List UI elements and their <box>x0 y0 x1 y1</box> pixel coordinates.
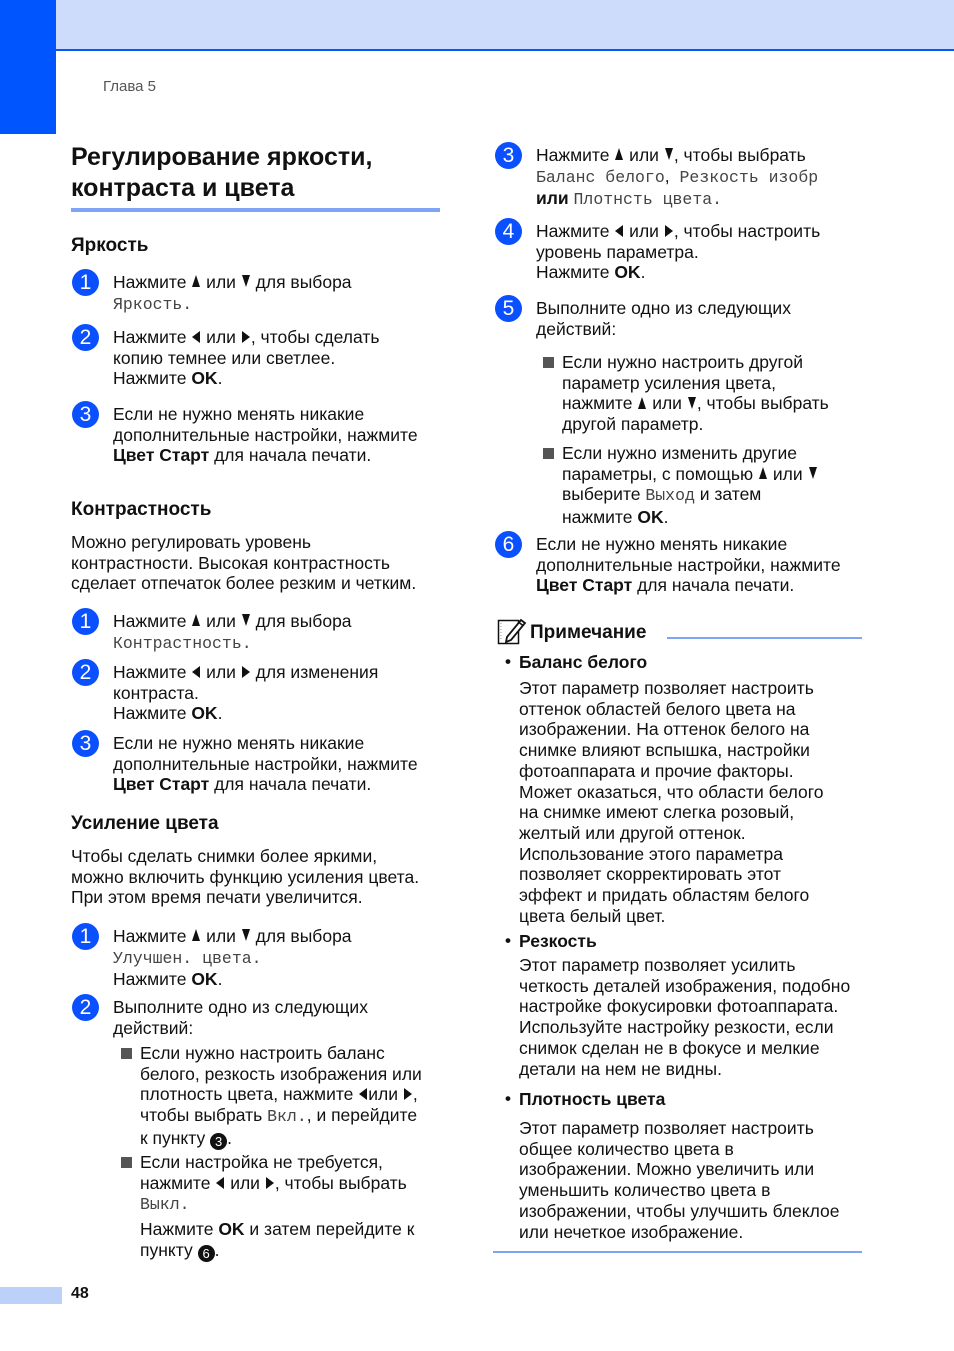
text-segment: белого, резкость изображения или <box>140 1063 422 1084</box>
text-segment: для начала печати. <box>209 445 372 466</box>
text-line: снимке влияют вспышка, настройки <box>519 740 810 761</box>
step-number-badge: 1 <box>72 923 99 950</box>
bold-text: OK <box>191 969 218 990</box>
right-arrow-icon <box>242 666 250 678</box>
note-item-title <box>505 650 648 674</box>
text-line <box>536 555 841 576</box>
up-arrow-icon <box>192 929 200 941</box>
text-line: эффект и придать областям белого <box>519 885 810 906</box>
text-line <box>562 484 818 507</box>
text-line <box>113 293 352 316</box>
text-segment: или <box>201 611 241 631</box>
text-line <box>113 632 352 655</box>
text-line: сделает отпечаток более резким и четким. <box>71 573 417 594</box>
text-segment: , <box>412 1084 418 1105</box>
text-line: четкость деталей изображения, подобно <box>519 975 851 996</box>
text-segment: и затем перейдите к <box>244 1219 415 1239</box>
text-segment: Выполните одно из следующих <box>536 298 791 318</box>
text-segment: пункту <box>140 1239 198 1260</box>
text-segment: копию темнее или светлее. <box>113 347 336 368</box>
left-arrow-icon <box>192 331 200 343</box>
text-segment: для выбора <box>250 611 352 631</box>
text-line <box>536 145 818 166</box>
step-text <box>113 662 378 724</box>
text-line <box>113 425 418 446</box>
text-segment: для изменения <box>250 662 379 682</box>
lcd-menu-text: Выкл. <box>140 1195 190 1215</box>
text-line <box>562 464 818 485</box>
text-segment: нажмите <box>140 1172 216 1193</box>
text-segment: нажмите <box>562 507 638 528</box>
left-arrow-icon <box>192 666 200 678</box>
note-bottom-rule <box>493 1251 862 1253</box>
lcd-menu-text: Баланс белого <box>536 167 665 187</box>
bold-text: OK <box>191 703 218 724</box>
up-arrow-icon <box>615 148 623 160</box>
text-segment: Нажмите <box>113 926 192 946</box>
square-bullet-icon <box>543 357 554 368</box>
section-intro <box>71 846 419 908</box>
step-number-badge: 3 <box>72 730 99 757</box>
text-segment: Нажмите <box>113 611 192 631</box>
text-line <box>113 368 379 389</box>
note-title: Примечание <box>530 622 647 643</box>
text-segment: Если не нужно менять никакие <box>113 733 365 753</box>
right-arrow-icon <box>404 1088 412 1100</box>
left-arrow-icon <box>359 1088 367 1100</box>
text-segment: Нажмите <box>536 145 615 165</box>
page-title <box>71 142 372 204</box>
bold-text: OK <box>191 368 218 389</box>
text-line <box>536 262 820 283</box>
text-line <box>536 534 841 555</box>
text-line <box>113 611 352 632</box>
text-segment: , чтобы выбрать <box>274 1172 407 1193</box>
down-arrow-icon <box>242 614 250 626</box>
up-arrow-icon <box>638 397 646 409</box>
lcd-menu-text: Резкость изобр <box>669 167 819 187</box>
text-line <box>536 188 818 211</box>
step-text <box>113 404 418 466</box>
text-segment: Нажмите <box>140 1219 219 1239</box>
text-line <box>536 298 791 319</box>
text-line <box>113 348 379 369</box>
chapter-tab-block <box>0 0 56 134</box>
text-segment: или <box>647 393 687 414</box>
step-reference-badge: 3 <box>210 1133 227 1150</box>
text-line: или нечеткое изображение. <box>519 1221 744 1242</box>
text-line: можно включить функцию усиления цвета. <box>71 866 420 887</box>
square-bullet-icon <box>543 448 554 459</box>
text-line <box>113 1018 368 1039</box>
text-segment: или <box>624 221 664 241</box>
note-item-title <box>505 1087 666 1111</box>
text-segment: параметр усиления цвета, <box>562 372 776 393</box>
lcd-menu-text: Яркость. <box>113 294 193 314</box>
step-number-badge: 6 <box>495 531 522 558</box>
page-number-tab <box>0 1287 62 1304</box>
text-line: на снимке имеют слегка розовый, <box>519 802 795 823</box>
text-line <box>562 443 818 464</box>
text-line <box>562 414 829 435</box>
up-arrow-icon <box>759 467 767 479</box>
bold-text: OK <box>614 262 641 283</box>
text-line <box>536 166 818 189</box>
text-line <box>562 373 829 394</box>
text-line <box>113 733 418 754</box>
text-segment: Нажмите <box>536 221 615 241</box>
text-line: изображении, чтобы улучшить блеклое <box>519 1200 840 1221</box>
text-segment: дополнительные настройки, нажмите <box>536 554 841 575</box>
step-number-badge: 1 <box>72 608 99 635</box>
page-number: 48 <box>71 1285 89 1302</box>
text-segment: . <box>663 507 669 528</box>
note-header-rule <box>667 637 862 639</box>
text-line <box>140 1152 407 1173</box>
note-pencil-icon <box>497 617 527 645</box>
step-text <box>536 145 818 211</box>
text-line <box>140 1064 422 1085</box>
lcd-menu-text: Улучшен. цвета. <box>113 948 262 968</box>
text-line: Этот параметр позволяет усилить <box>519 955 796 975</box>
text-line <box>536 575 841 596</box>
text-line <box>536 221 820 242</box>
text-segment: . <box>217 703 223 724</box>
text-line <box>140 1128 422 1150</box>
text-line: общее количество цвета в <box>519 1138 734 1159</box>
text-segment: Нажмите <box>113 368 192 389</box>
text-segment: другой параметр. <box>562 414 704 435</box>
text-line <box>140 1043 422 1064</box>
text-line <box>140 1173 407 1194</box>
text-line: фотоаппарата и прочие факторы. <box>519 760 794 781</box>
text-segment: чтобы выбрать <box>140 1105 268 1126</box>
text-line <box>113 926 352 947</box>
text-segment: Если настройка не требуется, <box>140 1152 383 1172</box>
text-segment: дополнительные настройки, нажмите <box>113 753 418 774</box>
step-number-badge: 3 <box>495 142 522 169</box>
left-arrow-icon <box>216 1177 224 1189</box>
bold-text: или <box>536 188 569 209</box>
section-heading-contrast: Контрастность <box>71 499 212 520</box>
text-segment: или <box>624 145 664 165</box>
text-segment: , чтобы сделать <box>250 327 380 347</box>
step-text <box>536 298 791 339</box>
step-reference-badge: 6 <box>198 1245 215 1262</box>
text-segment: , чтобы настроить <box>673 221 821 241</box>
text-segment: нажмите <box>562 393 638 414</box>
text-line: Может оказаться, что области белого <box>519 781 824 802</box>
text-segment: . <box>217 969 223 990</box>
text-line <box>113 703 378 724</box>
text-line: настройке фокусировки фотоаппарата. <box>519 996 839 1017</box>
text-line <box>140 1105 422 1128</box>
text-line <box>113 404 418 425</box>
chapter-label: Глава 5 <box>103 78 157 95</box>
text-line <box>536 319 791 340</box>
step-number-badge: 2 <box>72 324 99 351</box>
note-item-text <box>519 1118 840 1242</box>
text-line: позволяет скорректировать этот <box>519 864 782 885</box>
step-text <box>113 327 379 389</box>
text-line: Этот параметр позволяет настроить <box>519 1118 814 1138</box>
text-line <box>113 683 378 704</box>
right-arrow-icon <box>266 1177 274 1189</box>
lcd-menu-text: Контрастность. <box>113 633 252 653</box>
step-text <box>536 221 820 283</box>
bold-text: Цвет Старт <box>113 445 210 466</box>
text-segment: для выбора <box>250 926 352 946</box>
down-arrow-icon <box>665 148 673 160</box>
text-line: изображении. На оттенок белого на <box>519 719 810 740</box>
bullet-dot-icon: • <box>505 931 511 950</box>
text-line <box>113 774 418 795</box>
text-segment: или <box>368 1084 403 1105</box>
step-text <box>113 926 352 990</box>
down-arrow-icon <box>809 467 817 479</box>
text-segment: для выбора <box>250 272 352 292</box>
step-number-badge: 2 <box>72 994 99 1021</box>
step-text <box>536 534 841 596</box>
down-arrow-icon <box>688 397 696 409</box>
step-number-badge: 5 <box>495 295 522 322</box>
note-item-text <box>519 955 850 1079</box>
text-line: Используйте настройку резкости, если <box>519 1017 834 1038</box>
text-line <box>113 754 418 775</box>
text-line: оттенок областей белого цвета на <box>519 698 796 719</box>
bold-text: Цвет Старт <box>536 575 633 596</box>
text-line: Использование этого параметра <box>519 843 783 864</box>
title-line: Регулирование яркости, <box>71 143 373 171</box>
text-segment: Если нужно настроить другой <box>562 352 804 372</box>
lcd-menu-text: Выход <box>645 486 695 506</box>
step-number-badge: 3 <box>72 401 99 428</box>
text-segment: Выполните одно из следующих <box>113 997 368 1017</box>
text-line <box>536 242 820 263</box>
text-segment: Нажмите <box>536 262 615 283</box>
text-segment: выберите <box>562 484 646 505</box>
text-segment: Если не нужно менять никакие <box>113 404 365 424</box>
option-followup <box>140 1219 414 1262</box>
text-line: уменьшить количество цвета в <box>519 1180 771 1201</box>
text-segment: . <box>227 1127 232 1148</box>
title-underline <box>71 208 440 212</box>
note-item-text <box>519 678 824 926</box>
text-segment: Если не нужно менять никакие <box>536 534 788 554</box>
text-line <box>113 662 378 683</box>
text-segment: или <box>201 272 241 292</box>
text-line <box>113 969 352 990</box>
text-segment: контраста. <box>113 682 199 703</box>
title-line: контраста и цвета <box>71 174 295 202</box>
text-segment: . <box>640 262 646 283</box>
text-segment: к пункту <box>140 1127 211 1148</box>
text-segment: Нажмите <box>113 969 192 990</box>
text-line: Этот параметр позволяет настроить <box>519 678 814 698</box>
down-arrow-icon <box>242 929 250 941</box>
text-segment: Если нужно настроить баланс <box>140 1043 385 1063</box>
text-line <box>113 327 379 348</box>
text-segment: и затем <box>694 484 762 505</box>
text-line: изображении. Можно увеличить или <box>519 1159 815 1180</box>
text-segment: или <box>768 463 808 484</box>
text-segment: Нажмите <box>113 703 192 724</box>
step-text <box>113 611 352 654</box>
text-segment: , <box>664 165 670 186</box>
note-item-title-text: Плотность цвета <box>519 1089 666 1109</box>
square-bullet-icon <box>121 1157 132 1168</box>
bullet-dot-icon: • <box>505 1089 511 1108</box>
bold-text: OK <box>218 1219 245 1239</box>
text-line: контрастности. Высокая контрастность <box>71 552 390 573</box>
step-text <box>113 272 352 315</box>
header-band <box>56 0 954 51</box>
step-number-badge: 4 <box>495 218 522 245</box>
up-arrow-icon <box>192 614 200 626</box>
text-segment: уровень параметра. <box>536 241 699 262</box>
text-segment: параметры, с помощью <box>562 463 758 484</box>
text-segment: Нажмите <box>113 662 192 682</box>
text-line <box>140 1084 422 1105</box>
text-line: При этом время печати увеличится. <box>71 887 363 908</box>
up-arrow-icon <box>192 275 200 287</box>
text-line <box>113 272 352 293</box>
text-segment: или <box>225 1172 265 1193</box>
bullet-dot-icon: • <box>505 652 511 671</box>
section-heading-brightness: Яркость <box>71 235 149 256</box>
step-text <box>113 733 418 795</box>
text-line: Чтобы сделать снимки более яркими, <box>71 846 378 866</box>
text-segment: , чтобы выбрать <box>673 145 806 165</box>
text-line <box>562 352 829 373</box>
text-segment: Если нужно изменить другие <box>562 443 798 463</box>
down-arrow-icon <box>242 275 250 287</box>
lcd-menu-text: Плотнсть цвета. <box>573 190 723 210</box>
square-bullet-icon <box>121 1048 132 1059</box>
text-segment: Нажмите <box>113 272 192 292</box>
text-line <box>562 507 818 528</box>
text-line: Можно регулировать уровень <box>71 532 312 552</box>
text-segment: , чтобы выбрать <box>696 393 829 414</box>
text-line: желтый или другой оттенок. <box>519 822 746 843</box>
text-line: детали на нем не видны. <box>519 1058 722 1079</box>
text-segment: действий: <box>536 318 617 339</box>
note-item-title-text: Баланс белого <box>519 652 648 672</box>
text-segment: Нажмите <box>113 327 192 347</box>
text-segment: для начала печати. <box>632 575 795 596</box>
right-arrow-icon <box>665 225 673 237</box>
left-arrow-icon <box>615 225 623 237</box>
text-segment: действий: <box>113 1017 194 1038</box>
lcd-menu-text: Вкл. <box>267 1107 307 1127</box>
bold-text: OK <box>637 507 664 528</box>
section-intro <box>71 532 416 594</box>
step-number-badge: 2 <box>72 659 99 686</box>
text-segment: плотность цвета, нажмите <box>140 1084 359 1105</box>
text-segment: , и перейдите <box>306 1105 418 1126</box>
text-line <box>140 1193 407 1216</box>
note-item-title-text: Резкость <box>519 931 597 951</box>
bold-text: Цвет Старт <box>113 774 210 795</box>
text-line: цвета белый цвет. <box>519 905 666 926</box>
text-line: снимок сделан не в фокусе и мелкие <box>519 1037 820 1058</box>
section-heading-color: Усиление цвета <box>71 813 219 834</box>
text-segment: для начала печати. <box>209 774 372 795</box>
text-line <box>562 393 829 414</box>
step-number-badge: 1 <box>72 269 99 296</box>
text-line <box>113 997 368 1018</box>
text-segment: дополнительные настройки, нажмите <box>113 424 418 445</box>
note-item-title <box>505 929 597 953</box>
text-line <box>113 445 418 466</box>
text-line <box>113 947 352 970</box>
text-segment: . <box>214 1239 220 1260</box>
text-segment: или <box>201 662 241 682</box>
text-line <box>140 1240 414 1262</box>
text-segment: или <box>201 327 241 347</box>
text-line <box>140 1219 414 1240</box>
text-segment: . <box>217 368 223 389</box>
text-segment: или <box>201 926 241 946</box>
right-arrow-icon <box>242 331 250 343</box>
step-text <box>113 997 368 1038</box>
